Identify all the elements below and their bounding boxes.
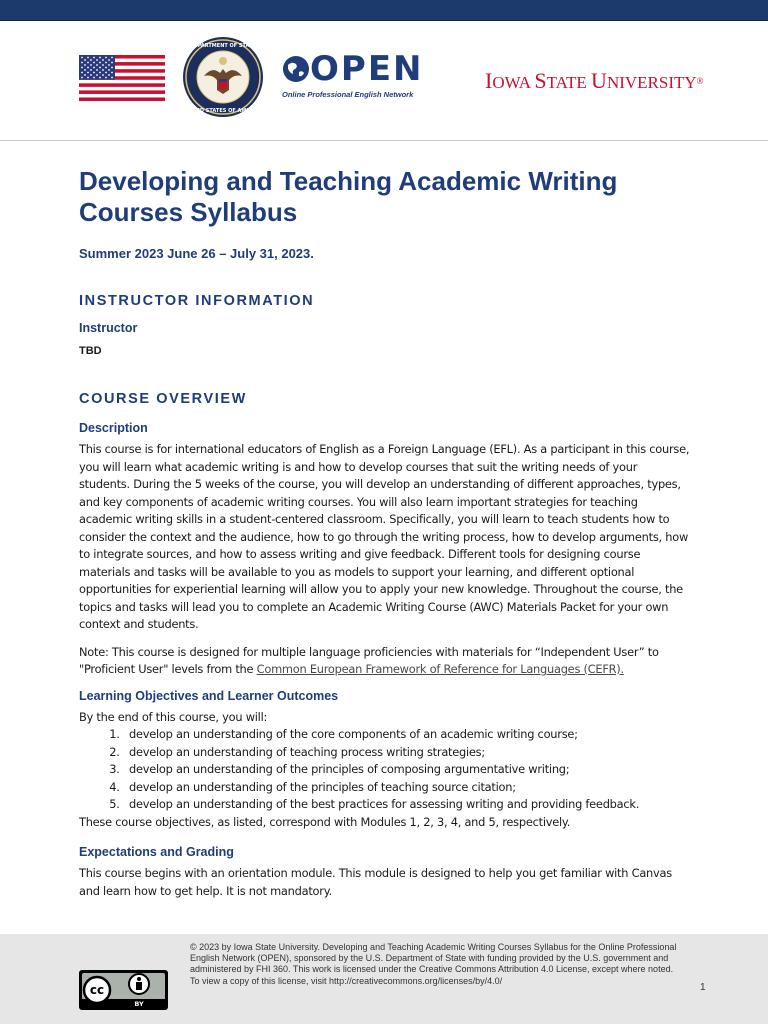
top-banner-bar [0, 0, 768, 21]
svg-text:UNITED STATES OF AMERICA: UNITED STATES OF AMERICA [182, 108, 264, 114]
syllabus-body [79, 166, 691, 900]
instructor-value: TBD [79, 345, 102, 357]
objectives-closing: These course objectives, as listed, correspond with Modules 1, 2, 3, 4, and 5, respectively. [79, 814, 571, 829]
page-number: 1 [700, 982, 706, 993]
objectives-intro: By the end of this course, you will: [79, 709, 268, 724]
department-of-state-seal-icon [182, 36, 264, 118]
expectations-grading-heading: Expectations and Grading [79, 845, 234, 859]
open-logo-text: OPEN [310, 49, 424, 89]
course-dates: Summer 2023 June 26 – July 31, 2023. [79, 246, 314, 261]
open-globe-icon [282, 55, 310, 83]
open-logo-subtitle: Online Professional English Network [282, 90, 414, 99]
objectives-list [79, 726, 691, 814]
expectations-paragraph: This course begins with an orientation module. This module is designed to help you get familiar with Canvas and learn how to get help. It is not mandatory. [79, 866, 672, 898]
learning-objectives-heading: Learning Objectives and Learner Outcomes [79, 688, 339, 703]
us-flag-icon [79, 55, 165, 101]
cc-badge-by-text: BY [134, 1000, 144, 1008]
description-label: Description [79, 421, 148, 435]
cefr-note-text: Note: This course is designed for multiple language proficiencies with materials for “Independent User” to "Proficient User" levels from the [79, 644, 659, 676]
list-item: 1. develop an understanding of the core components of an academic writing course; [123, 726, 691, 744]
svg-text:DEPARTMENT OF STATE: DEPARTMENT OF STATE [190, 43, 256, 49]
cc-by-icon [79, 970, 168, 1010]
document-title: Developing and Teaching Academic Writing Courses Syllabus [79, 166, 618, 227]
instructor-information-heading: INSTRUCTOR INFORMATION [79, 293, 315, 309]
iowa-state-university-wordmark: IOWA STATE UNIVERSITY® [485, 68, 704, 93]
cefr-note-paragraph [79, 644, 691, 679]
instructor-label: Instructor [79, 321, 138, 335]
cefr-link[interactable]: Common European Framework of Reference for Languages (CEFR). [256, 662, 624, 676]
cc-badge-cc-text: cc [89, 983, 105, 997]
list-item: 5. develop an understanding of the best practices for assessing writing and providing feedback. [123, 796, 691, 814]
list-item: 3. develop an understanding of the principles of composing argumentative writing; [123, 761, 691, 779]
header-divider [0, 140, 768, 141]
course-overview-heading: COURSE OVERVIEW [79, 391, 247, 407]
license-notice: © 2023 by Iowa State University. Developing and Teaching Academic Writing Courses Syllabus for the Online Professional English Network (OPEN), sponsored by the U.S. Department of State with funding provided by the U.S. government and administered by FHI 360. This work is licensed under the Creative Commons Attribution 4.0 License, except where noted. To view a copy of this license, visit http://creativecommons.org/licenses/by/4.0/ [190, 942, 677, 986]
list-item: 2. develop an understanding of teaching process writing strategies; [123, 744, 691, 762]
list-item: 4. develop an understanding of the principles of teaching source citation; [123, 779, 691, 797]
description-paragraph: This course is for international educators of English as a Foreign Language (EFL). As a participant in this course, you will learn what academic writing is and how to develop courses that suit the writing needs of your students. During the 5 weeks of the course, you will develop an understanding of different approaches, types, and key components of academic writing courses. You will also learn important strategies for teaching academic writing skills in a student-centered classroom. Specifically, you will learn to teach students how to consider the context and the audience, how to go through the writing process, how to develop arguments, how to integrate sources, and how to assess writing and give feedback. Different tools for designing course materials and tasks will be available to you as models to support your learning, and different optional opportunities for experiential learning will allow you to apply your new knowledge. Throughout the course, the topics and tasks will lead you to complete an Academic Writing Course (AWC) Materials Packet for your own context and students. [79, 442, 690, 631]
creative-commons-badge [79, 970, 168, 1010]
